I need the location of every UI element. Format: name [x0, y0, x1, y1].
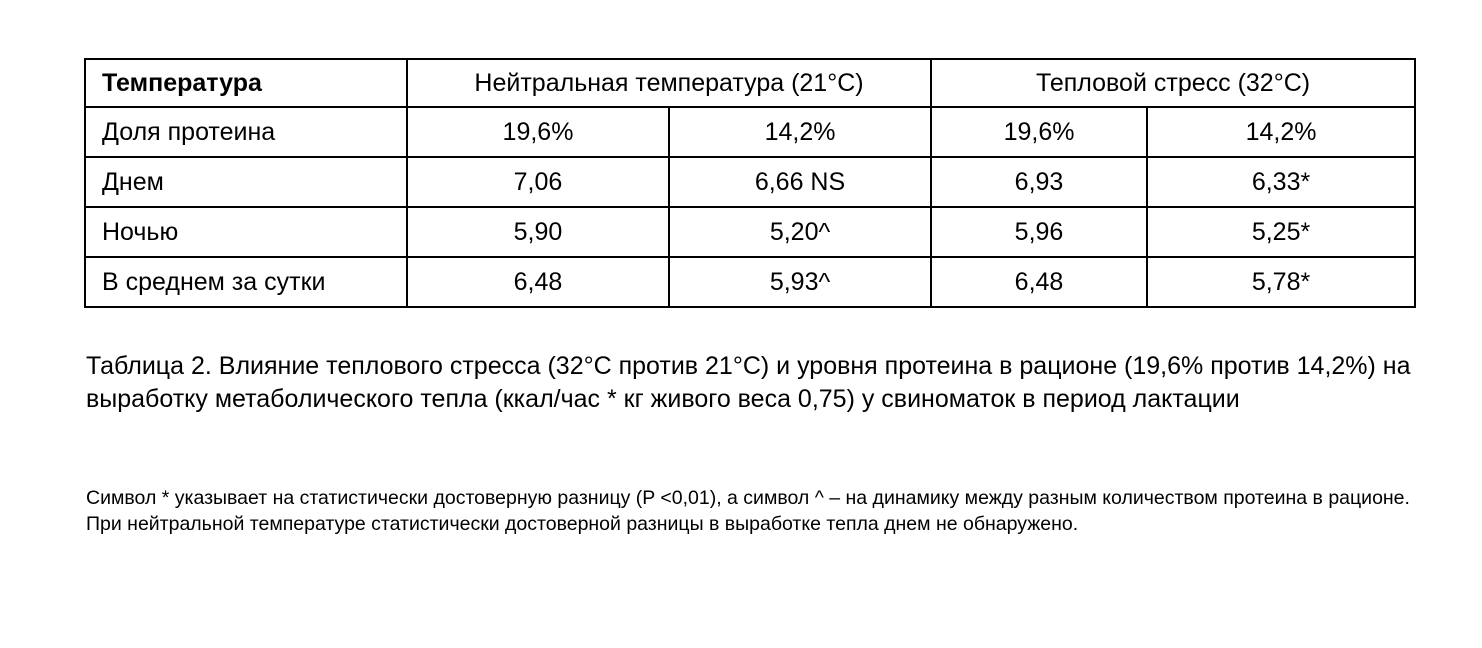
row-label: Доля протеина: [85, 107, 407, 157]
heat-production-table: [84, 58, 1416, 308]
table-row-protein-share: [85, 107, 1415, 157]
table-cell: 5,96: [931, 207, 1147, 257]
table-cell: 19,6%: [931, 107, 1147, 157]
table-footnote: Символ * указывает на статистически достоверную разницу (P <0,01), а символ ^ – на динамику между разным количеством протеина в рационе. При нейтральной температуре статистически достоверной разницы в выработке тепла днем не обнаружено.: [86, 487, 1410, 535]
table-cell: 14,2%: [1147, 107, 1415, 157]
table-cell: 6,33*: [1147, 157, 1415, 207]
table-row-day: [85, 157, 1415, 207]
table-cell: 14,2%: [669, 107, 931, 157]
table-cell: 5,93^: [669, 257, 931, 307]
table-cell: 5,78*: [1147, 257, 1415, 307]
table-header-row: [85, 59, 1415, 107]
table-caption: Таблица 2. Влияние теплового стресса (32°C против 21°C) и уровня протеина в рационе (19,6% против 14,2%) на выработку метаболического тепла (ккал/час * кг живого веса 0,75) у свиноматок в период лактации: [86, 352, 1411, 413]
table-cell: 19,6%: [407, 107, 669, 157]
row-label: Ночью: [85, 207, 407, 257]
header-neutral-temperature: Нейтральная температура (21°C): [407, 59, 931, 107]
table-row-night: [85, 207, 1415, 257]
table-cell: 6,48: [407, 257, 669, 307]
header-heat-stress: Тепловой стресс (32°C): [931, 59, 1415, 107]
table-cell: 6,66 NS: [669, 157, 931, 207]
table-cell: 7,06: [407, 157, 669, 207]
table-cell: 6,48: [931, 257, 1147, 307]
header-temperature-label: Температура: [85, 59, 407, 107]
table-row-daily-average: [85, 257, 1415, 307]
table-cell: 5,90: [407, 207, 669, 257]
table-cell: 5,20^: [669, 207, 931, 257]
row-label: Днем: [85, 157, 407, 207]
table-cell: 5,25*: [1147, 207, 1415, 257]
row-label: В среднем за сутки: [85, 257, 407, 307]
table-cell: 6,93: [931, 157, 1147, 207]
